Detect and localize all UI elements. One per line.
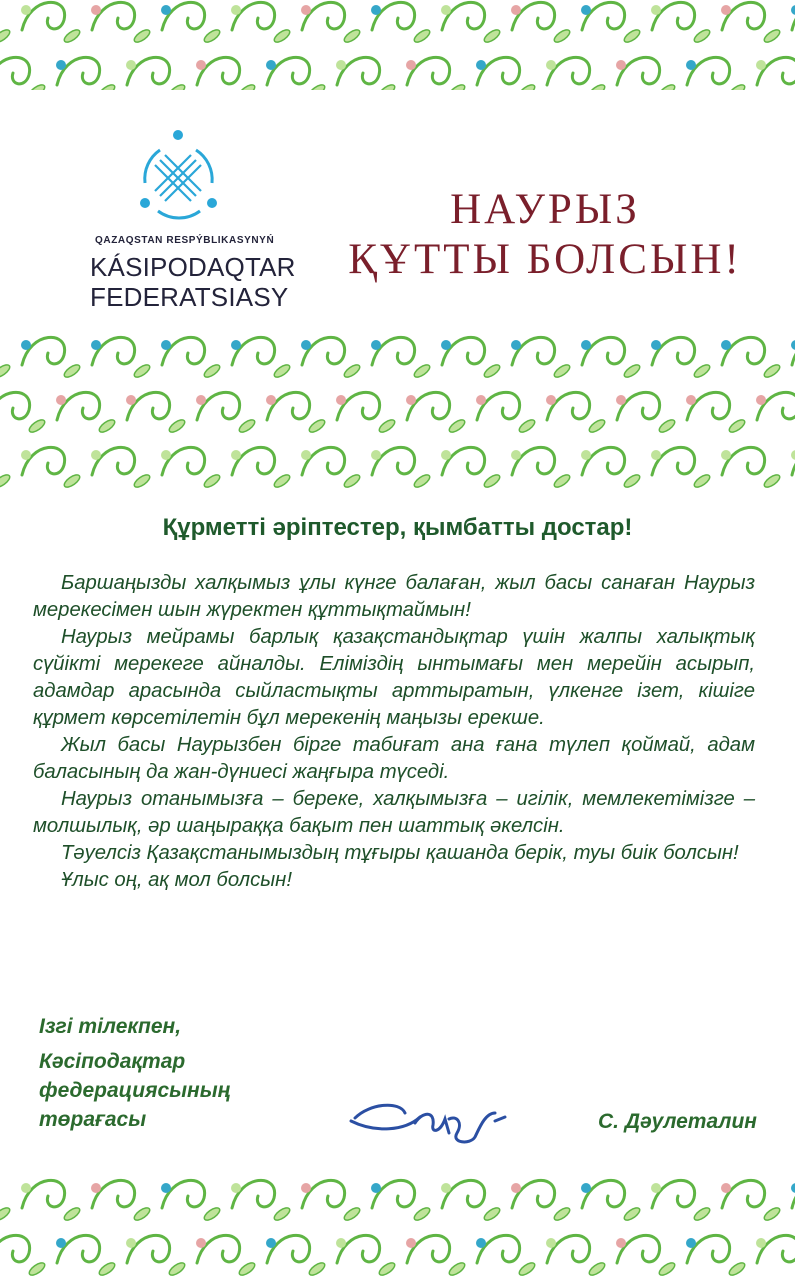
floral-motif bbox=[371, 2, 432, 44]
floral-motif bbox=[161, 447, 222, 489]
floral-motif bbox=[546, 392, 607, 434]
floral-motif bbox=[791, 447, 795, 489]
floral-motif bbox=[56, 392, 117, 434]
floral-motif bbox=[336, 1235, 397, 1277]
floral-motif bbox=[721, 2, 782, 44]
floral-motif bbox=[126, 57, 187, 90]
bottom-floral-ornament bbox=[0, 1178, 795, 1280]
floral-motif bbox=[0, 1235, 47, 1277]
floral-motif bbox=[266, 392, 327, 434]
floral-motif bbox=[0, 2, 12, 44]
floral-motif bbox=[91, 2, 152, 44]
middle-floral-ornament bbox=[0, 335, 795, 495]
signer-position: Кәсіподақтар федерациясының төрағасы bbox=[39, 1050, 231, 1131]
floral-motif bbox=[231, 2, 292, 44]
floral-motif bbox=[301, 447, 362, 489]
letter-paragraph: Ұлыс оң, ақ мол болсын! bbox=[61, 869, 292, 891]
floral-motif bbox=[161, 2, 222, 44]
floral-motif bbox=[21, 447, 82, 489]
floral-motif bbox=[56, 57, 117, 90]
greeting-line-2: ҚҰТТЫ БОЛСЫН! bbox=[348, 236, 742, 283]
floral-motif bbox=[126, 1235, 187, 1277]
floral-ornament-icon bbox=[0, 0, 795, 90]
floral-motif bbox=[756, 57, 795, 90]
floral-motif bbox=[476, 1235, 537, 1277]
floral-motif bbox=[21, 337, 82, 379]
floral-motif bbox=[791, 337, 795, 379]
floral-motif bbox=[91, 337, 152, 379]
floral-motif bbox=[406, 392, 467, 434]
floral-motif bbox=[651, 337, 712, 379]
floral-motif bbox=[336, 57, 397, 90]
floral-motif bbox=[266, 57, 327, 90]
floral-motif bbox=[791, 1180, 795, 1222]
floral-motif bbox=[616, 392, 677, 434]
floral-motif bbox=[581, 447, 642, 489]
floral-motif bbox=[651, 2, 712, 44]
floral-motif bbox=[406, 1235, 467, 1277]
shanyrak-emblem-icon bbox=[130, 125, 230, 225]
letter-body bbox=[33, 570, 755, 894]
floral-motif bbox=[441, 1180, 502, 1222]
floral-motif bbox=[56, 1235, 117, 1277]
floral-motif bbox=[511, 337, 572, 379]
floral-motif bbox=[616, 57, 677, 90]
letter-paragraph: Тәуелсіз Қазақстанымыздың тұғыры қашанда берік, туы биік болсын! bbox=[61, 842, 739, 864]
salutation-heading: Құрметті әріптестер, қымбатты достар! bbox=[162, 514, 633, 541]
logo-line-2: FEDERATSIASY bbox=[90, 282, 289, 312]
floral-motif bbox=[336, 392, 397, 434]
floral-motif bbox=[546, 57, 607, 90]
floral-motif bbox=[266, 1235, 327, 1277]
floral-motif bbox=[161, 1180, 222, 1222]
floral-motif bbox=[476, 57, 537, 90]
floral-motif bbox=[371, 337, 432, 379]
logo-subtitle: QAZAQSTAN RESPÝBLIKASYNYŃ bbox=[95, 235, 275, 246]
handwritten-signature-icon bbox=[345, 1093, 515, 1153]
floral-motif bbox=[231, 447, 292, 489]
letter-paragraph: Наурыз мейрамы барлық қазақстандықтар үшін жалпы халықтық сүйікті мерекеге айналды. Еліміздің ынтымағы мен мерейін асырып, адамдар арасында сыйластықты арттыратын, үлкенге ізет, кішіге құрмет көрсетілетін бұл мерекенің маңызы ерекше. bbox=[33, 626, 755, 729]
floral-motif bbox=[686, 392, 747, 434]
floral-motif bbox=[301, 2, 362, 44]
floral-motif bbox=[581, 2, 642, 44]
floral-motif bbox=[196, 392, 257, 434]
floral-motif bbox=[756, 392, 795, 434]
floral-motif bbox=[0, 57, 47, 90]
floral-motif bbox=[511, 1180, 572, 1222]
floral-motif bbox=[511, 447, 572, 489]
floral-motif bbox=[161, 337, 222, 379]
floral-motif bbox=[511, 2, 572, 44]
floral-ornament-icon bbox=[0, 335, 795, 495]
floral-motif bbox=[196, 57, 257, 90]
floral-motif bbox=[651, 447, 712, 489]
floral-motif bbox=[91, 447, 152, 489]
floral-motif bbox=[301, 337, 362, 379]
floral-motif bbox=[441, 447, 502, 489]
letter-paragraph: Наурыз отанымызға – береке, халқымызға – игілік, мемлекетімізге – молшылық, әр шаңыраққа бақыт пен шаттық әкелсін. bbox=[33, 788, 755, 837]
floral-motif bbox=[581, 1180, 642, 1222]
floral-motif bbox=[231, 1180, 292, 1222]
floral-motif bbox=[301, 1180, 362, 1222]
floral-ornament-icon bbox=[0, 1178, 795, 1280]
letter-paragraph: Жыл басы Наурызбен бірге табиғат ана ғана түлеп қоймай, адам баласының да жан-дүниесі жаңғыра түседі. bbox=[33, 734, 755, 783]
floral-motif bbox=[546, 1235, 607, 1277]
floral-motif bbox=[721, 337, 782, 379]
floral-motif bbox=[126, 392, 187, 434]
floral-motif bbox=[791, 2, 795, 44]
floral-motif bbox=[91, 1180, 152, 1222]
floral-motif bbox=[686, 1235, 747, 1277]
floral-motif bbox=[721, 1180, 782, 1222]
floral-motif bbox=[371, 1180, 432, 1222]
floral-motif bbox=[21, 2, 82, 44]
floral-motif bbox=[196, 1235, 257, 1277]
floral-motif bbox=[0, 1180, 12, 1222]
floral-motif bbox=[231, 337, 292, 379]
floral-motif bbox=[721, 447, 782, 489]
floral-motif bbox=[651, 1180, 712, 1222]
floral-motif bbox=[686, 57, 747, 90]
closing-wishes: Ізгі тілекпен, bbox=[39, 1015, 182, 1038]
floral-motif bbox=[0, 392, 47, 434]
floral-motif bbox=[476, 392, 537, 434]
logo-line-1: KÁSIPODAQTAR bbox=[90, 252, 296, 282]
floral-motif bbox=[581, 337, 642, 379]
floral-motif bbox=[21, 1180, 82, 1222]
floral-motif bbox=[371, 447, 432, 489]
signer-name: С. Дәулеталин bbox=[597, 1110, 757, 1133]
floral-motif bbox=[406, 57, 467, 90]
top-floral-ornament bbox=[0, 0, 795, 90]
floral-motif bbox=[616, 1235, 677, 1277]
floral-motif bbox=[0, 447, 12, 489]
floral-motif bbox=[756, 1235, 795, 1277]
letter-paragraph: Баршаңызды халқымыз ұлы күнге балаған, жыл басы санаған Наурыз мерекесімен шын жүректен құттықтаймын! bbox=[33, 572, 755, 621]
floral-motif bbox=[0, 337, 12, 379]
floral-motif bbox=[441, 337, 502, 379]
floral-motif bbox=[441, 2, 502, 44]
greeting-line-1: НАУРЫЗ bbox=[450, 186, 640, 233]
